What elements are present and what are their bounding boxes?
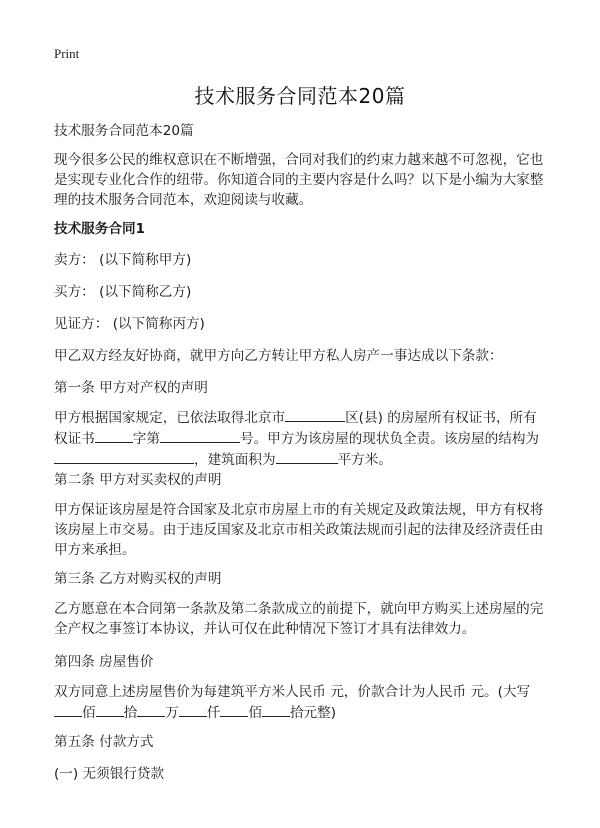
party-buyer: 买方： (以下简称乙方) [54, 284, 192, 300]
article-1-text: 平方米。 [337, 452, 392, 468]
unit-label: 佰 [248, 705, 262, 721]
intro-paragraph: 现今很多公民的维权意识在不断增强，合同对我们的约束力越来越不可忽视，它也是实现专业化合作的纽带。你知道合同的主要内容是什么吗？以下是小编为大家整理的技术服务合同范本，欢迎阅读与收藏。 [54, 152, 544, 208]
structure-blank [54, 449, 194, 464]
article-4-heading: 第四条 房屋售价 [54, 654, 154, 670]
price-blank [262, 702, 290, 717]
agreement-line: 甲乙双方经友好协商，就甲方向乙方转让甲方私人房产一事达成以下条款： [54, 348, 503, 364]
article-1-text: 甲方根据国家规定，已依法取得北京市 [54, 410, 286, 426]
article-5-heading: 第五条 付款方式 [54, 734, 154, 750]
unit-label: 万 [165, 705, 179, 721]
price-blank [96, 702, 124, 717]
article-1-text: 字第 [132, 431, 160, 447]
price-blank [137, 702, 165, 717]
article-4-text: 双方同意上述房屋售价为每建筑平方米人民币 元，价款合计为人民币 元。(大写 [54, 684, 531, 700]
unit-label: 拾元整) [289, 705, 337, 721]
district-blank [285, 407, 345, 422]
article-2-body: 甲方保证该房屋是符合国家及北京市房屋上市的有关规定及政策法规，甲方有权将该房屋上市交易。由于违反国家及北京市相关政策法规而引起的法律及经济责任由甲方来承担。 [54, 502, 544, 558]
unit-label: 佰 [82, 705, 96, 721]
price-blank [54, 702, 82, 717]
party-seller: 卖方： (以下简称甲方) [54, 252, 192, 268]
article-2-heading: 第二条 甲方对买卖权的声明 [54, 472, 222, 488]
document-title: 技术服务合同范本20篇 [194, 84, 406, 108]
cert-number-blank [160, 428, 240, 443]
article-1-text: 区(县) 的房屋所有权证书，所有权证书 [54, 410, 537, 447]
print-label: Print [54, 46, 80, 61]
document-subtitle: 技术服务合同范本20篇 [54, 123, 194, 139]
article-1-body [54, 407, 550, 470]
article-5-sub-item: (一) 无须银行贷款 [54, 766, 165, 782]
article-3-heading: 第三条 乙方对购买权的声明 [54, 571, 222, 587]
price-blank [179, 702, 207, 717]
unit-label: 仟 [206, 705, 221, 721]
price-blank [220, 702, 248, 717]
party-witness: 见证方： (以下简称丙方) [54, 316, 205, 332]
article-1-text: ，建筑面积为 [194, 452, 276, 468]
article-1-text: 号。甲方为该房屋的现状负全责。该房屋的结构为 [239, 431, 540, 447]
cert-prefix-blank [95, 428, 133, 443]
article-1-heading: 第一条 甲方对产权的声明 [54, 380, 208, 396]
unit-label: 拾 [123, 705, 138, 721]
area-blank [276, 449, 338, 464]
article-4-body [54, 682, 550, 723]
section-heading: 技术服务合同1 [54, 221, 146, 237]
article-3-body: 乙方愿意在本合同第一条款及第二条款成立的前提下，就向甲方购买上述房屋的完全产权之事签订本协议，并认可仅在此种情况下签订才具有法律效力。 [54, 601, 544, 637]
